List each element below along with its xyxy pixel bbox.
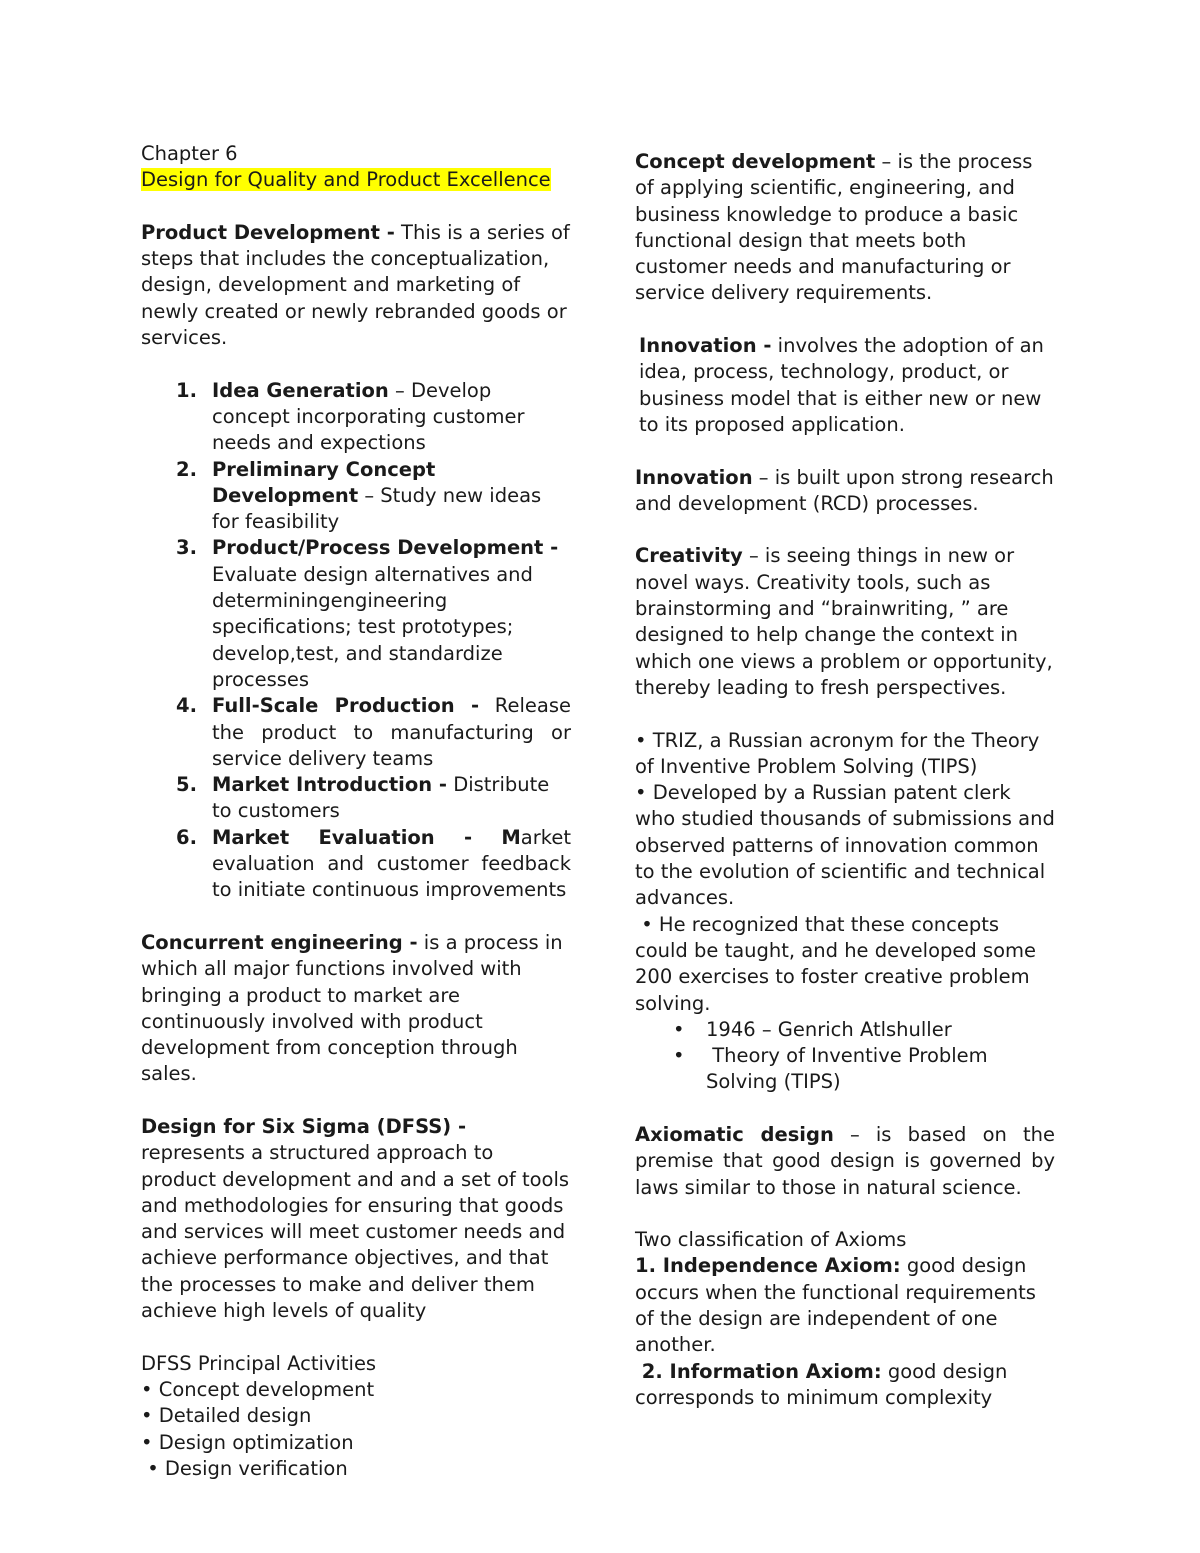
list-item: • Concept development [141,1377,375,1401]
triz-bullet-continued: advances. [635,886,735,910]
term: Product Development - [141,220,395,244]
innovation-rcd-paragraph: Innovation – is built upon strong research and development (RCD) processes. [635,465,1054,515]
axiomatic-design-paragraph: Axiomatic design – is based on the premise that good design is governed by laws similar to those in natural science. [635,1122,1055,1199]
dfss-activities-title: DFSS Principal Activities [141,1351,377,1375]
list-item: 6. Market Evaluation - Market evaluation and customer feedback to initiate continuous improvements [176,825,571,902]
list-item: • Design optimization [141,1430,354,1454]
triz-sub-list [635,1017,1055,1096]
dfss-paragraph: Design for Six Sigma (DFSS) - represents a structured approach to product development and and a set of tools and methodologies for ensuring that goods and services will meet customer needs and achieve performance objectives, and that the processes to make and deliver them achieve high levels of quality [141,1114,570,1323]
innovation-paragraph: Innovation - involves the adoption of an idea, process, technology, product, or business model that is either new or new to its proposed application. [639,334,1044,436]
information-axiom: 2. Information Axiom: good design corresponds to minimum complexity [635,1359,1014,1409]
independence-axiom: 1. Independence Axiom: good design occurs when the functional requirements of the design are independent of one another. [635,1254,1036,1357]
triz-bullet: • TRIZ, a Russian acronym for the Theory of Inventive Problem Solving (TIPS) [635,728,1040,778]
product-development-paragraph: Product Development - This is a series of steps that includes the conceptualization, design, development and marketing of newly created or newly rebranded goods or services. [141,220,570,350]
list-item: 1. Idea Generation – Develop concept incorporating customer needs and expections [176,378,525,455]
concept-development-paragraph: Concept development – is the process of applying scientific, engineering, and business knowledge to produce a basic functional design that meets both customer needs and manufacturing or service delivery requirements. [635,150,1033,305]
list-item: 4. Full-Scale Production - Release the product to manufacturing or service delivery teams [176,694,571,770]
creativity-paragraph: Creativity – is seeing things in new or novel ways. Creativity tools, such as brainstorming and “brainwriting, ” are designed to help change the context in which one views a problem or opportunity, thereby leading to fresh perspectives. [635,544,1053,699]
list-item: 5. Market Introduction - Distribute to customers [176,773,550,823]
concurrent-engineering-paragraph: Concurrent engineering - is a process in which all major functions involved with bringing a product to market are continuously involved with product development from conception through sales. [141,930,563,1086]
list-item: • Detailed design [141,1404,312,1428]
chapter-title [141,167,571,193]
triz-bullet: • He recognized that these concepts could be taught, and he developed some 200 exercises to foster creative problem solving. [635,912,1043,1015]
highlighted-title: Design for Quality and Product Excellence [141,168,551,192]
list-item: • Theory of Inventive Problem Solving (TIPS) [673,1044,994,1094]
product-development-steps [141,378,571,904]
triz-bullet: • Developed by a Russian patent clerk who studied thousands of submissions and observed patterns of innovation common to the evolution of scientific and technical [635,781,1055,884]
list-item: • Design verification [141,1456,348,1480]
list-item: 2. Preliminary Concept Development – Study new ideas for feasibility [176,457,542,534]
left-column [141,141,571,1482]
chapter-label: Chapter 6 [141,142,238,165]
axiom-classification-title: Two classification of Axioms [635,1228,907,1252]
right-column [635,149,1055,1411]
list-item: 3. Product/Process Development - Evaluate design alternatives and determiningengineering specifications; test prototypes; develop,test, and standardize processes [176,536,559,691]
list-item: • 1946 – Genrich Atlshuller [673,1017,952,1041]
